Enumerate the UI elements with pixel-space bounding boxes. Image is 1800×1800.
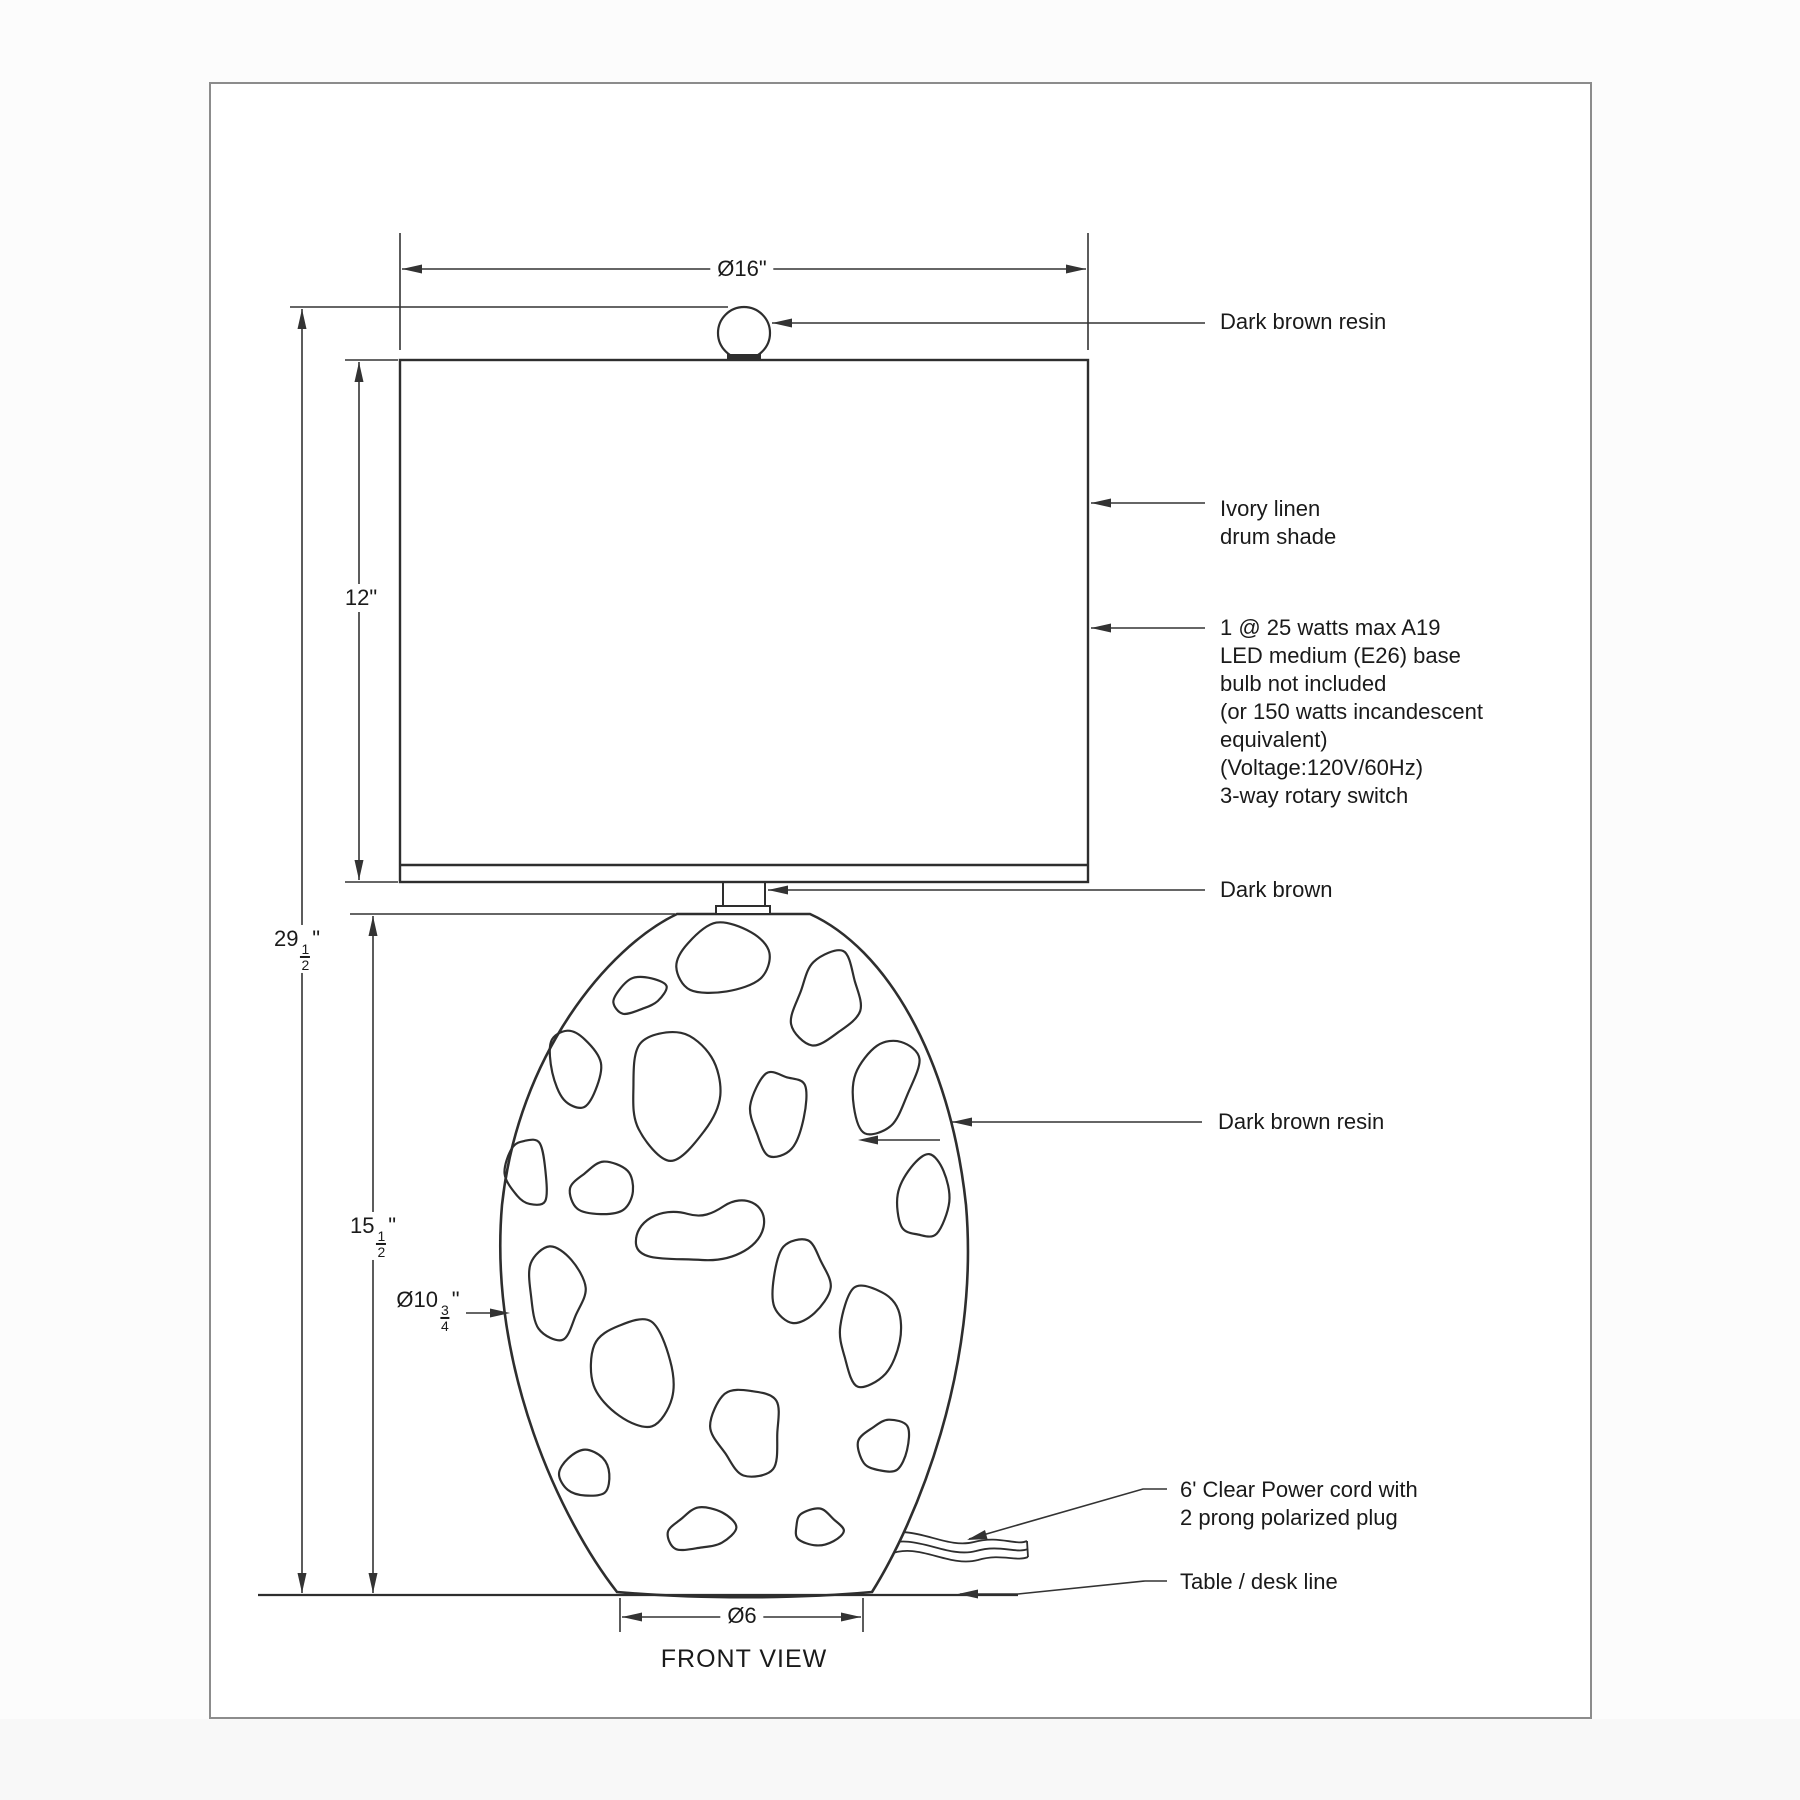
bulb-annotation-line: (or 150 watts incandescent — [1220, 699, 1483, 724]
cord-annotation-line1: 6' Clear Power cord with — [1180, 1477, 1418, 1502]
shade-annotation-line2: drum shade — [1220, 524, 1337, 549]
dim-body-diameter-whole: 10 — [413, 1286, 438, 1312]
finial-ball — [718, 307, 770, 360]
bulb-annotation-line: LED medium (E26) base — [1220, 643, 1461, 668]
finial-annotation: Dark brown resin — [1220, 309, 1387, 334]
dim-base-diameter: Ø6 — [720, 1602, 763, 1630]
dim-shade-diameter: Ø16" — [710, 255, 773, 283]
dim-body-diameter-fraction: $\frac{3}{4}$ — [441, 1301, 449, 1335]
bulb-annotation-line: (Voltage:120V/60Hz) — [1220, 755, 1424, 780]
cord-annotation — [1180, 1476, 1418, 1532]
bulb-annotation — [1220, 614, 1483, 810]
dim-body-height-fraction: $\frac{1}{2}$ — [377, 1227, 386, 1261]
dim-total-height-whole: 29 — [273, 925, 299, 951]
drum-shade — [400, 360, 1088, 882]
dim-total-height-fraction: $\frac{1}{2}$ — [301, 940, 310, 974]
dim-body-diameter-unit: " — [451, 1286, 460, 1312]
dim-total-height — [267, 925, 327, 973]
dim-body-diameter — [396, 1286, 459, 1334]
table-line-annotation: Table / desk line — [1180, 1569, 1338, 1594]
shade-annotation-line1: Ivory linen — [1220, 496, 1321, 521]
dim-body-diameter-prefix: Ø — [396, 1286, 414, 1312]
bulb-annotation-line: 1 @ 25 watts max A19 — [1220, 615, 1441, 640]
bulb-annotation-line: equivalent) — [1220, 727, 1328, 752]
cord-annotation-line2: 2 prong polarized plug — [1180, 1505, 1398, 1530]
bulb-annotation-line: 3-way rotary switch — [1220, 783, 1409, 808]
shade-annotation — [1220, 495, 1336, 551]
dim-body-height-whole: 15 — [349, 1212, 375, 1238]
bulb-annotation-line: bulb not included — [1220, 671, 1387, 696]
dim-total-height-unit: " — [312, 925, 321, 951]
neck-annotation: Dark brown — [1220, 877, 1333, 902]
view-title: FRONT VIEW — [660, 1645, 828, 1673]
lamp-neck — [716, 882, 770, 914]
body-annotation: Dark brown resin — [1218, 1109, 1385, 1134]
dim-body-height — [343, 1212, 403, 1260]
dim-shade-height: 12" — [338, 584, 384, 612]
dim-body-height-unit: " — [388, 1212, 397, 1238]
